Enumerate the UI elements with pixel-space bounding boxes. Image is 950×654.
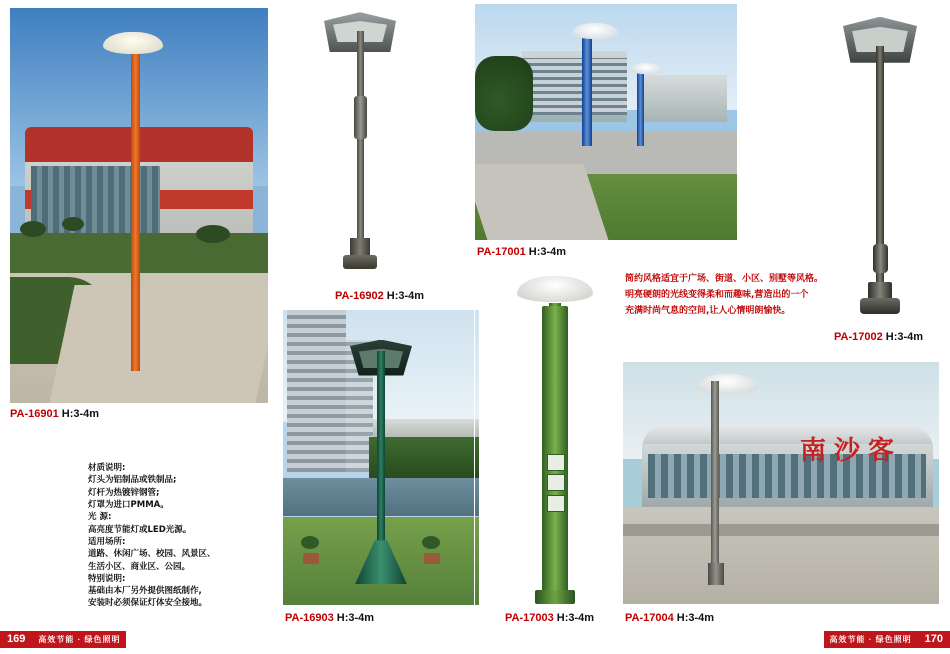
lamp-shade-rear <box>630 63 662 74</box>
product-photo-pa-16902 <box>300 4 420 274</box>
product-code: PA-16903 <box>285 612 334 624</box>
shrub <box>62 217 84 231</box>
product-photo-pa-17003 <box>495 262 615 604</box>
specs-note-line-1: 基础由本厂另外提供图纸制作, <box>88 586 202 597</box>
lamp-pole-decor <box>354 96 367 139</box>
marketing-blurb <box>625 272 920 319</box>
lamp-shade <box>696 374 758 394</box>
specs-usage-line-2: 生活小区、商业区、公园。 <box>88 561 191 572</box>
specs-light-line-1: 高亮度节能灯或LED光源。 <box>88 524 192 535</box>
specs-usage-line-1: 道路、休闲广场、校园、风景区、 <box>88 549 216 560</box>
page-number-right: 170 <box>918 631 950 648</box>
lamp-shade-front <box>572 23 618 39</box>
product-photo-pa-16903 <box>283 310 479 605</box>
shrub <box>196 225 230 243</box>
caption-pa-16902 <box>335 290 424 302</box>
product-photo-pa-17001 <box>475 4 737 240</box>
kerb <box>623 524 939 536</box>
trees <box>369 437 479 478</box>
product-size: H:3-4m <box>336 612 375 624</box>
caption-pa-17002 <box>834 331 923 343</box>
page-number-left: 169 <box>0 631 32 648</box>
blurb-line-1: 简约风格适宜于广场、街道、小区、别墅等风格。 <box>625 274 824 284</box>
specs-note-title: 特别说明: <box>88 573 126 584</box>
planter-pot <box>424 553 440 564</box>
specs-material-title: 材质说明: <box>88 463 126 473</box>
planter-bush <box>422 536 440 549</box>
product-code: PA-17003 <box>505 612 554 624</box>
product-size: H:3-4m <box>885 331 924 343</box>
footer-right <box>824 631 950 648</box>
footer-left <box>0 631 126 648</box>
planter-bush <box>301 536 319 549</box>
lamp-base <box>708 563 724 585</box>
product-size: H:3-4m <box>61 408 100 420</box>
specs-material-line-2: 灯杆为热镀锌钢管; <box>88 487 160 498</box>
lamp-pole-decor <box>873 244 888 273</box>
lamp-base <box>343 255 377 269</box>
office-building-windows <box>522 58 627 115</box>
product-size: H:3-4m <box>528 246 567 258</box>
lamp-pole-orange <box>131 48 140 372</box>
product-code: PA-16901 <box>10 408 59 420</box>
lamp-pole-green <box>377 351 385 558</box>
ground <box>623 507 939 604</box>
caption-pa-17001 <box>477 246 566 258</box>
lamp-shade <box>103 32 163 54</box>
caption-pa-16901 <box>10 408 99 420</box>
building-glass-facade <box>31 166 160 233</box>
column-light-window <box>547 474 565 491</box>
product-code: PA-17002 <box>834 331 883 343</box>
lamp-base <box>535 590 575 604</box>
lamp-pole <box>357 31 364 261</box>
column-light-window <box>547 454 565 471</box>
lamp-pole-blue-rear <box>637 70 644 146</box>
specs-material-line-3: 灯罩为进口PMMA。 <box>88 499 169 510</box>
product-code: PA-17001 <box>477 246 526 258</box>
high-rise-building <box>287 310 346 472</box>
product-size: H:3-4m <box>676 612 715 624</box>
building-sign-text: 南沙客 <box>799 435 902 466</box>
specs-note-line-2: 安装时必须保证灯体安全接地。 <box>88 598 208 609</box>
specs-light-title: 光 源: <box>88 512 112 523</box>
caption-pa-16903 <box>285 612 374 624</box>
lamp-shade <box>517 276 593 302</box>
product-size: H:3-4m <box>556 612 595 624</box>
product-photo-pa-16901 <box>10 8 268 403</box>
column-light-window <box>547 495 565 512</box>
product-photo-pa-17004 <box>623 362 939 604</box>
lamp-pole <box>711 381 719 579</box>
specs-material-line-1: 灯头为铝制品或铁制品; <box>88 475 177 486</box>
product-code: PA-17004 <box>625 612 674 624</box>
paved-path <box>49 285 268 404</box>
secondary-building <box>637 75 726 122</box>
specifications-block <box>88 462 278 610</box>
footer-slogan-left: 高效节能 · 绿色照明 <box>32 631 126 648</box>
page-gutter-divider <box>474 0 475 654</box>
product-size: H:3-4m <box>386 290 425 302</box>
trees <box>475 56 533 132</box>
lamp-column-green <box>542 306 568 593</box>
planter-pot <box>303 553 319 564</box>
product-code: PA-16902 <box>335 290 384 302</box>
caption-pa-17003 <box>505 612 594 624</box>
blurb-line-3: 充满时尚气息的空间,让人心情明朗愉快。 <box>625 305 791 316</box>
caption-pa-17004 <box>625 612 714 624</box>
specs-usage-title: 适用场所: <box>88 536 126 547</box>
lamp-pole-blue-front <box>582 32 592 145</box>
footer-slogan-right: 高效节能 · 绿色照明 <box>824 631 918 648</box>
blurb-line-2: 明亮硬朗的光线变得柔和而趣味,营造出的一个 <box>625 289 809 300</box>
